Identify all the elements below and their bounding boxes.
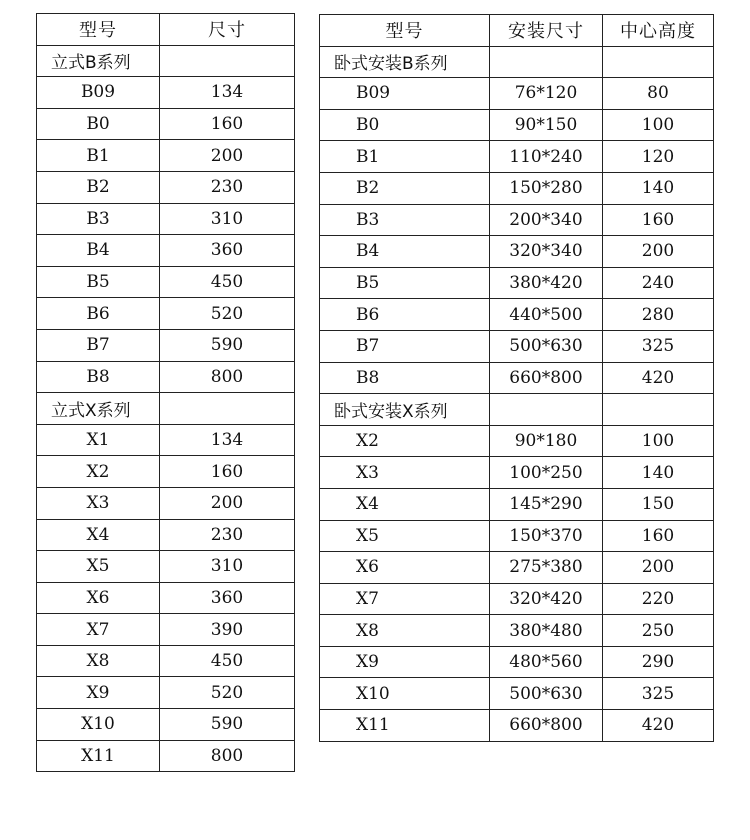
table-row	[320, 299, 714, 331]
model-cell: X3	[37, 487, 160, 519]
column-header-install-size: 安装尺寸	[490, 15, 603, 47]
table-row	[320, 425, 714, 457]
center-height-cell: 100	[603, 425, 714, 457]
install-size-cell: 275*380	[490, 552, 603, 584]
section-title: 立式B系列	[37, 45, 160, 77]
center-height-cell: 140	[603, 172, 714, 204]
install-size-cell: 440*500	[490, 299, 603, 331]
model-cell: B5	[37, 266, 160, 298]
model-cell: B7	[320, 330, 490, 362]
model-cell: B1	[37, 140, 160, 172]
center-height-cell: 420	[603, 710, 714, 742]
install-size-cell: 150*370	[490, 520, 603, 552]
empty-cell	[160, 393, 295, 425]
table-row	[320, 78, 714, 110]
table-row	[320, 678, 714, 710]
table-row	[37, 487, 295, 519]
table-row	[37, 709, 295, 741]
model-cell: X4	[37, 519, 160, 551]
model-cell: X9	[37, 677, 160, 709]
table-row	[37, 456, 295, 488]
install-size-cell: 145*290	[490, 488, 603, 520]
model-cell: B0	[320, 109, 490, 141]
model-cell: X10	[320, 678, 490, 710]
center-height-cell: 200	[603, 236, 714, 268]
install-size-cell: 200*340	[490, 204, 603, 236]
install-size-cell: 320*420	[490, 583, 603, 615]
center-height-cell: 100	[603, 109, 714, 141]
table-row	[320, 330, 714, 362]
size-cell: 360	[160, 235, 295, 267]
size-cell: 230	[160, 171, 295, 203]
model-cell: X2	[37, 456, 160, 488]
table-row	[37, 140, 295, 172]
table-row	[320, 362, 714, 394]
table-row	[320, 615, 714, 647]
table-row	[37, 551, 295, 583]
section-row	[320, 394, 714, 426]
table-row	[320, 583, 714, 615]
model-cell: X7	[37, 614, 160, 646]
center-height-cell: 200	[603, 552, 714, 584]
center-height-cell: 150	[603, 488, 714, 520]
model-cell: B8	[320, 362, 490, 394]
model-cell: X5	[320, 520, 490, 552]
install-size-cell: 150*280	[490, 172, 603, 204]
size-cell: 450	[160, 266, 295, 298]
install-size-cell: 500*630	[490, 678, 603, 710]
size-cell: 160	[160, 108, 295, 140]
size-cell: 800	[160, 740, 295, 772]
install-size-cell: 76*120	[490, 78, 603, 110]
table-row	[320, 520, 714, 552]
size-cell: 800	[160, 361, 295, 393]
section-title: 卧式安装X系列	[320, 394, 490, 426]
section-title: 卧式安装B系列	[320, 46, 490, 78]
model-cell: X5	[37, 551, 160, 583]
table-row	[37, 298, 295, 330]
center-height-cell: 250	[603, 615, 714, 647]
center-height-cell: 160	[603, 204, 714, 236]
install-size-cell: 660*800	[490, 710, 603, 742]
size-cell: 310	[160, 203, 295, 235]
table-row	[37, 235, 295, 267]
size-cell: 160	[160, 456, 295, 488]
model-cell: B4	[320, 236, 490, 268]
size-cell: 134	[160, 77, 295, 109]
table-row	[37, 171, 295, 203]
table-row	[320, 552, 714, 584]
size-cell: 590	[160, 709, 295, 741]
model-cell: B09	[320, 78, 490, 110]
table-row	[37, 645, 295, 677]
header-row	[37, 14, 295, 46]
table-row	[37, 519, 295, 551]
table-row	[320, 488, 714, 520]
vertical-size-table	[36, 13, 295, 772]
model-cell: B1	[320, 141, 490, 173]
table-row	[37, 361, 295, 393]
size-cell: 200	[160, 487, 295, 519]
header-row	[320, 15, 714, 47]
size-cell: 230	[160, 519, 295, 551]
size-cell: 390	[160, 614, 295, 646]
section-row	[37, 45, 295, 77]
install-size-cell: 320*340	[490, 236, 603, 268]
table-row	[37, 582, 295, 614]
model-cell: B7	[37, 329, 160, 361]
model-cell: B3	[37, 203, 160, 235]
table-row	[320, 204, 714, 236]
table-row	[320, 710, 714, 742]
table-row	[37, 424, 295, 456]
model-cell: X1	[37, 424, 160, 456]
table-row	[37, 266, 295, 298]
model-cell: X8	[37, 645, 160, 677]
table-row	[37, 203, 295, 235]
table-row	[37, 108, 295, 140]
empty-cell	[490, 46, 603, 78]
table-row	[37, 329, 295, 361]
center-height-cell: 325	[603, 330, 714, 362]
table-row	[320, 646, 714, 678]
model-cell: B2	[320, 172, 490, 204]
model-cell: B0	[37, 108, 160, 140]
empty-cell	[603, 394, 714, 426]
install-size-cell: 500*630	[490, 330, 603, 362]
model-cell: X6	[37, 582, 160, 614]
install-size-cell: 90*180	[490, 425, 603, 457]
section-row	[320, 46, 714, 78]
table-row	[37, 677, 295, 709]
center-height-cell: 420	[603, 362, 714, 394]
empty-cell	[603, 46, 714, 78]
model-cell: X8	[320, 615, 490, 647]
install-size-cell: 660*800	[490, 362, 603, 394]
table-row	[37, 740, 295, 772]
install-size-cell: 480*560	[490, 646, 603, 678]
center-height-cell: 280	[603, 299, 714, 331]
size-cell: 200	[160, 140, 295, 172]
model-cell: X4	[320, 488, 490, 520]
center-height-cell: 290	[603, 646, 714, 678]
center-height-cell: 220	[603, 583, 714, 615]
model-cell: B6	[320, 299, 490, 331]
center-height-cell: 325	[603, 678, 714, 710]
horizontal-install-table	[319, 14, 714, 742]
section-title: 立式X系列	[37, 393, 160, 425]
section-row	[37, 393, 295, 425]
center-height-cell: 120	[603, 141, 714, 173]
table-row	[320, 267, 714, 299]
model-cell: B8	[37, 361, 160, 393]
table-row	[37, 614, 295, 646]
model-cell: X3	[320, 457, 490, 489]
column-header-model: 型号	[37, 14, 160, 46]
column-header-size: 尺寸	[160, 14, 295, 46]
table-row	[37, 77, 295, 109]
empty-cell	[490, 394, 603, 426]
table-row	[320, 141, 714, 173]
table-row	[320, 172, 714, 204]
model-cell: B6	[37, 298, 160, 330]
center-height-cell: 160	[603, 520, 714, 552]
install-size-cell: 380*420	[490, 267, 603, 299]
model-cell: B4	[37, 235, 160, 267]
model-cell: X6	[320, 552, 490, 584]
size-cell: 520	[160, 298, 295, 330]
model-cell: B3	[320, 204, 490, 236]
install-size-cell: 380*480	[490, 615, 603, 647]
size-cell: 310	[160, 551, 295, 583]
table-row	[320, 236, 714, 268]
model-cell: B2	[37, 171, 160, 203]
size-cell: 360	[160, 582, 295, 614]
install-size-cell: 90*150	[490, 109, 603, 141]
model-cell: X11	[320, 710, 490, 742]
install-size-cell: 110*240	[490, 141, 603, 173]
install-size-cell: 100*250	[490, 457, 603, 489]
model-cell: B5	[320, 267, 490, 299]
model-cell: X10	[37, 709, 160, 741]
model-cell: X11	[37, 740, 160, 772]
size-cell: 450	[160, 645, 295, 677]
column-header-center-height: 中心高度	[603, 15, 714, 47]
empty-cell	[160, 45, 295, 77]
model-cell: X9	[320, 646, 490, 678]
center-height-cell: 80	[603, 78, 714, 110]
model-cell: X7	[320, 583, 490, 615]
table-row	[320, 457, 714, 489]
model-cell: B09	[37, 77, 160, 109]
center-height-cell: 240	[603, 267, 714, 299]
center-height-cell: 140	[603, 457, 714, 489]
model-cell: X2	[320, 425, 490, 457]
size-cell: 590	[160, 329, 295, 361]
table-row	[320, 109, 714, 141]
column-header-model: 型号	[320, 15, 490, 47]
size-cell: 520	[160, 677, 295, 709]
size-cell: 134	[160, 424, 295, 456]
